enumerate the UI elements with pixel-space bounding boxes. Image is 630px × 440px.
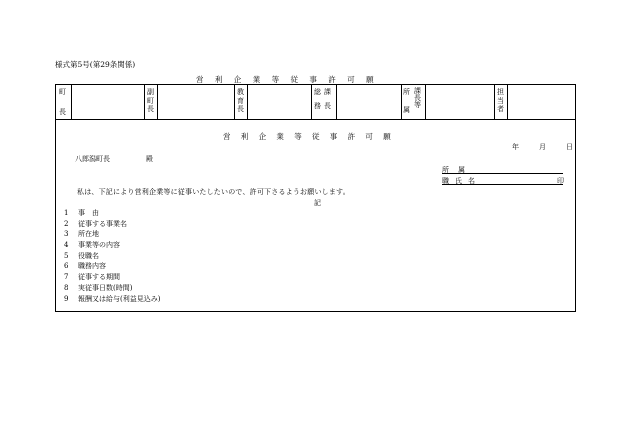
header-title: 営利企業等従事許可願 (196, 75, 385, 84)
item-number: 3 (64, 230, 69, 239)
item-label: 事 由 (78, 209, 99, 217)
date-month-label: 月 (539, 143, 546, 151)
divider (401, 85, 402, 119)
approval-stamp-row: 町 長 副 町 長 教 育 長 総 務 課 長 所 属 課 長 等 担 当 者 (55, 84, 576, 120)
date-line (512, 142, 573, 152)
divider (234, 85, 235, 119)
divider (157, 85, 158, 119)
name-label: 職氏名 (442, 177, 481, 185)
list-item (64, 251, 160, 262)
list-item (64, 261, 160, 272)
item-label: 職務内容 (78, 262, 106, 271)
item-number: 1 (64, 209, 69, 217)
form-number-label: 様式第5号(第29条関係) (55, 60, 136, 69)
item-label: 従事する事業名 (78, 219, 127, 228)
item-label: 役職名 (78, 251, 99, 260)
list-item (64, 219, 160, 230)
approval-label-staff: 担 当 者 (497, 88, 504, 113)
list-item (64, 229, 160, 240)
item-number: 4 (64, 241, 69, 250)
list-item (64, 294, 160, 305)
item-number: 8 (64, 283, 69, 292)
item-number: 9 (64, 294, 69, 303)
divider (71, 85, 72, 119)
name-underline (442, 184, 563, 185)
item-number: 6 (64, 262, 69, 271)
item-label: 実従事日数(時間) (78, 283, 133, 292)
divider (494, 85, 495, 119)
list-item (64, 240, 160, 251)
item-label: 報酬又は給与(利益見込み) (78, 294, 161, 303)
request-statement: 私は、下記により営利企業等に従事いたしたいので、許可下さるようお願いします。 (77, 188, 350, 196)
item-label: 事業等の内容 (78, 241, 120, 250)
divider (507, 85, 508, 119)
approval-label-town-head-char2: 長 (59, 108, 66, 116)
divider (144, 85, 145, 119)
item-list (64, 208, 160, 304)
item-label: 従事する期間 (78, 273, 120, 282)
addressee: 八郎潟町長 (75, 155, 110, 163)
divider (247, 85, 248, 119)
item-number: 2 (64, 219, 69, 228)
approval-label-education-head: 教 育 長 (237, 88, 244, 113)
list-item (64, 283, 160, 294)
ki-mark: 記 (314, 199, 321, 207)
affiliation-label: 所属 (442, 166, 474, 174)
affiliation-underline (442, 173, 563, 174)
date-year-label: 年 (512, 143, 519, 151)
approval-label-deputy-head: 副 町 長 (147, 88, 154, 113)
list-item (64, 208, 160, 219)
application-title: 営利企業等従事許可願 (223, 132, 401, 141)
honorific: 殿 (146, 155, 153, 163)
date-day-label: 日 (566, 143, 573, 151)
divider (336, 85, 337, 119)
divider (425, 85, 426, 119)
divider (311, 85, 312, 119)
item-label: 所在地 (78, 230, 99, 239)
seal-mark: 印 (557, 177, 564, 185)
item-number: 5 (64, 251, 69, 260)
list-item (64, 272, 160, 283)
item-number: 7 (64, 273, 69, 282)
